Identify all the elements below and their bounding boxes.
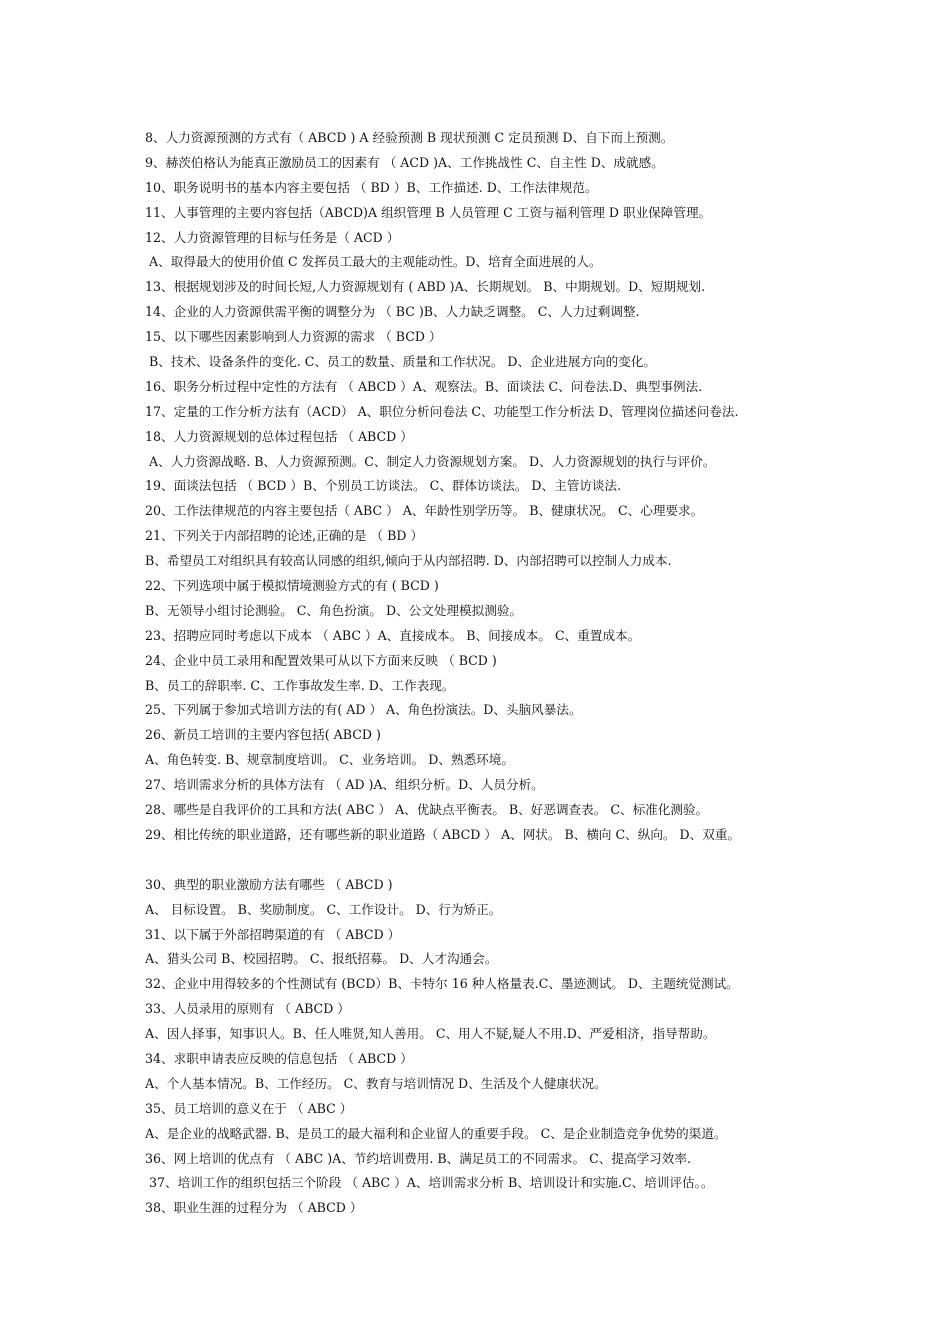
text-line: 13、根据规划涉及的时间长短,人力资源规划有 ( ABD )A、长期规划。 B、中期规划。D、短期规划. xyxy=(145,279,706,295)
text-line: 20、工作法律规范的内容主要包括（ ABC ） A、年龄性别学历等。 B、健康状况。 C、心理要求。 xyxy=(145,503,704,519)
text-line: 12、人力资源管理的目标与任务是（ ACD ） xyxy=(145,229,400,245)
text-line: 28、哪些是自我评价的工具和方法( ABC ） A、优缺点平衡表。 B、好恶调查表。 C、标准化测验。 xyxy=(145,802,709,818)
text-line: 31、以下属于外部招聘渠道的有 （ ABCD ） xyxy=(145,926,401,942)
text-line: 26、新员工培训的主要内容包括( ABCD ) xyxy=(145,727,381,743)
text-line: 35、员工培训的意义在于 （ ABC ） xyxy=(145,1100,353,1116)
text-line: 29、相比传统的职业道路，还有哪些新的职业道路（ ABCD ） A、网状。 B、横向 C、纵向。 D、双重。 xyxy=(145,826,741,842)
text-line: A、个人基本情况。B、工作经历。 C、教育与培训情况 D、生活及个人健康状况。 xyxy=(145,1075,607,1091)
text-line: A、角色转变. B、规章制度培训。 C、业务培训。 D、熟悉环境。 xyxy=(145,752,514,768)
text-line: 22、下列选项中属于模拟情境测验方式的有 ( BCD ) xyxy=(145,578,439,594)
text-line: B、希望员工对组织具有较高认同感的组织,倾向于从内部招聘. D、内部招聘可以控制人力成本. xyxy=(145,553,672,569)
text-line: 10、职务说明书的基本内容主要包括 （ BD ）B、工作描述. D、工作法律规范。 xyxy=(145,179,598,195)
text-line: 27、培训需求分析的具体方法有 （ AD )A、组织分析。D、人员分析。 xyxy=(145,777,544,793)
text-line: 34、求职申请表应反映的信息包括 （ ABCD ） xyxy=(145,1050,413,1066)
text-line: 14、企业的人力资源供需平衡的调整分为 （ BC )B、人力缺乏调整。 C、人力过剩调整. xyxy=(145,304,640,320)
text-line: 21、下列关于内部招聘的论述,正确的是 （ BD ） xyxy=(145,528,424,544)
question-list xyxy=(145,126,935,1221)
text-line: A、猎头公司 B、校园招聘。 C、报纸招募。 D、人才沟通会。 xyxy=(145,951,498,967)
text-line: A、取得最大的使用价值 C 发挥员工最大的主观能动性。D、培育全面进展的人。 xyxy=(145,254,602,270)
text-line: A、 目标设置。 B、奖励制度。 C、工作设计。 D、行为矫正。 xyxy=(145,901,502,917)
text-line: 11、人事管理的主要内容包括（ABCD)A 组织管理 B 人员管理 C 工资与福利管理 D 职业保障管理。 xyxy=(145,204,712,220)
text-line: 24、企业中员工录用和配置效果可从以下方面来反映 （ BCD ) xyxy=(145,652,497,668)
text-line: 15、以下哪些因素影响到人力资源的需求 （ BCD ） xyxy=(145,329,442,345)
text-line: 25、下列属于参加式培训方法的有( AD ） A、角色扮演法。D、头脑风暴法。 xyxy=(145,702,582,718)
text-line: 37、培训工作的组织包括三个阶段 （ ABC ）A、培训需求分析 B、培训设计和实施.C、培训评估。。 xyxy=(145,1175,714,1191)
blank-line xyxy=(145,848,935,873)
text-line: 8、人力资源预测的方式有（ ABCD ) A 经验预测 B 现状预测 C 定员预测 D、自下而上预测。 xyxy=(145,130,674,145)
text-line: A、因人择事，知事识人。B、任人唯贤,知人善用。 C、用人不疑,疑人不用.D、严爱相济，指导帮助。 xyxy=(145,1026,716,1042)
text-line: 32、企业中用得较多的个性测试有 (BCD）B、卡特尔 16 种人格量表.C、墨迹测试。 D、主题统觉测试。 xyxy=(145,976,739,992)
text-line: B、员工的辞职率. C、工作事故发生率. D、工作表现。 xyxy=(145,677,455,693)
text-line: 16、职务分析过程中定性的方法有 （ ABCD ）A、观察法。B、面谈法 C、问卷法.D、典型事例法. xyxy=(145,378,703,394)
text-line: A、是企业的战略武器. B、是员工的最大福利和企业留人的重要手段。 C、是企业制造竞争优势的渠道。 xyxy=(145,1125,727,1141)
text-line: 17、定量的工作分析方法有（ACD） A、职位分析问卷法 C、功能型工作分析法 D、管理岗位描述问卷法. xyxy=(145,403,739,419)
text-line: B、无领导小组讨论测验。 C、角色扮演。 D、公文处理模拟测验。 xyxy=(145,602,523,618)
text-line: 9、赫茨伯格认为能真正激励员工的因素有 （ ACD )A、工作挑战性 C、自主性 D、成就感。 xyxy=(145,154,664,170)
text-line: 30、典型的职业激励方法有哪些 （ ABCD ) xyxy=(145,876,393,892)
text-line: 18、人力资源规划的总体过程包括 （ ABCD ） xyxy=(145,428,413,444)
text-line: 38、职业生涯的过程分为 （ ABCD ） xyxy=(145,1200,363,1216)
text-line: 19、面谈法包括 （ BCD ）B、个别员工访谈法。 C、群体访谈法。 D、主管访谈法. xyxy=(145,478,622,494)
text-line: 33、人员录用的原则有 （ ABCD ） xyxy=(145,1001,350,1017)
text-line: 36、网上培训的优点有 （ ABC )A、节约培训费用. B、满足员工的不同需求。 C、提高学习效率. xyxy=(145,1150,691,1166)
text-line: 23、招聘应同时考虑以下成本 （ ABC ）A、直接成本。 B、间接成本。 C、重置成本。 xyxy=(145,627,641,643)
text-line: B、技术、设备条件的变化. C、员工的数量、质量和工作状况。 D、企业进展方向的变化。 xyxy=(145,354,656,370)
text-line: A、人力资源战略. B、人力资源预测。C、制定人力资源规划方案。 D、人力资源规划的执行与评价。 xyxy=(145,453,716,469)
